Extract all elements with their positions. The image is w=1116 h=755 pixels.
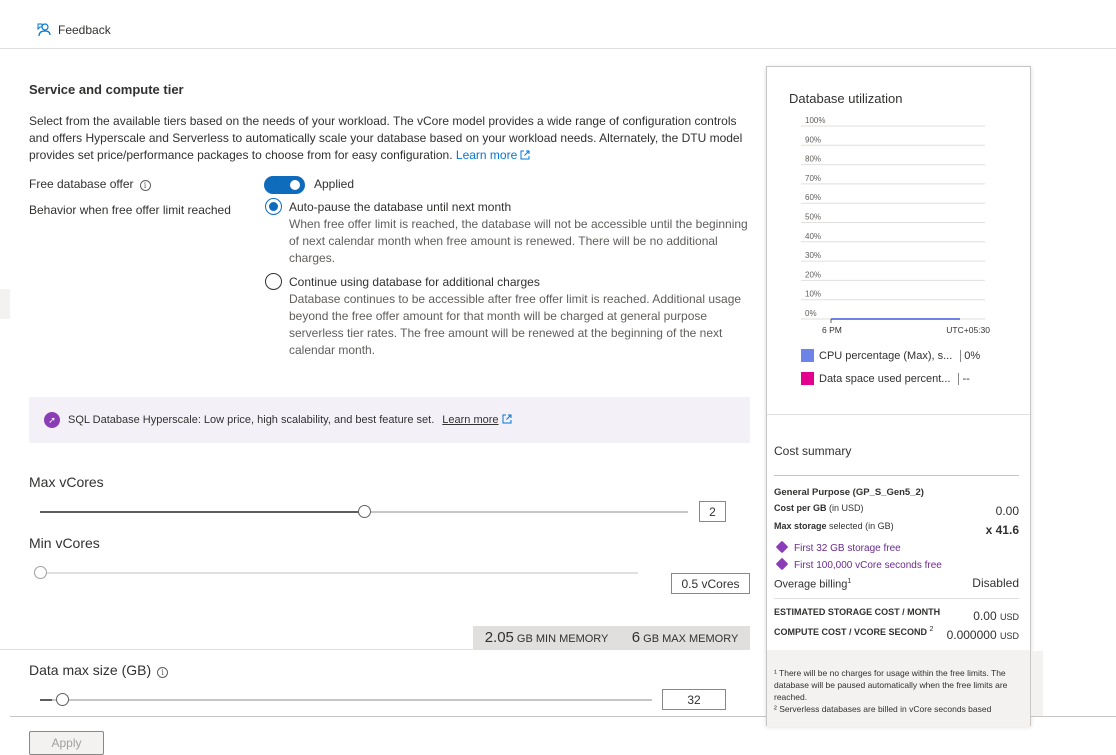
- behavior-label: Behavior when free offer limit reached: [29, 203, 231, 217]
- top-toolbar: [0, 0, 1116, 49]
- min-vcores-label: Min vCores: [29, 535, 100, 551]
- y-tick-label: 80%: [805, 154, 822, 164]
- y-tick-label: 40%: [805, 231, 822, 241]
- option-auto-pause-title: Auto-pause the database until next month: [289, 200, 512, 214]
- y-tick-label: 50%: [805, 212, 822, 222]
- data-max-size-label: [29, 662, 168, 678]
- overage-sup: 1: [847, 578, 852, 585]
- y-tick-label: 60%: [805, 193, 822, 203]
- section-description: [29, 113, 751, 164]
- legend-data-space[interactable]: [801, 372, 970, 385]
- max-storage-value: x 41.6: [985, 523, 1019, 537]
- y-tick-label: 90%: [805, 135, 822, 145]
- min-vcores-track[interactable]: [40, 572, 638, 574]
- free-storage-line: [776, 541, 901, 554]
- cost-per-gb-label-rest: (in USD): [829, 503, 864, 513]
- cost-tier: General Purpose (GP_S_Gen5_2): [774, 487, 924, 498]
- legend-data-space-value: --: [958, 373, 969, 385]
- compute-cost-label-text: COMPUTE COST / VCORE SECOND: [774, 627, 928, 637]
- legend-cpu-value: 0%: [960, 350, 980, 362]
- footnote-1: ¹ There will be no charges for usage within the free limits. The database will be paused automatically when the free limits are reached.: [774, 668, 1008, 702]
- x-tick-label-start: 6 PM: [822, 325, 842, 335]
- banner-text: SQL Database Hyperscale: Low price, high scalability, and best feature set.: [68, 414, 435, 426]
- banner-learn-more-link[interactable]: [442, 414, 511, 426]
- feedback-button[interactable]: [36, 22, 111, 38]
- section-description-text: Select from the available tiers based on the needs of your workload. The vCore model provides a wide range of configuration controls and offers Hyperscale and Serverless to automatically scale your database based on your workload needs. Alternately, the DTU model provides set price/performance packages to choose from for easy configuration.: [29, 114, 743, 162]
- overage-value: Disabled: [972, 576, 1019, 590]
- free-offer-label: [29, 177, 151, 191]
- summary-panel: [766, 66, 1031, 726]
- y-tick-label: 100%: [805, 116, 826, 125]
- compute-cost-amount: 0.000000: [946, 628, 997, 642]
- free-storage-text: First 32 GB storage free: [794, 543, 901, 554]
- y-tick-label: 30%: [805, 251, 822, 261]
- feedback-icon: [36, 22, 52, 38]
- y-tick-label: 20%: [805, 270, 822, 280]
- cost-per-gb-value: 0.00: [995, 504, 1019, 518]
- cost-divider-2: [774, 598, 1019, 599]
- info-icon[interactable]: i: [140, 180, 151, 191]
- max-storage-label-rest: selected (in GB): [829, 521, 894, 531]
- cost-summary-title: Cost summary: [774, 444, 852, 458]
- data-max-size-input[interactable]: 32: [662, 689, 726, 710]
- cost-per-gb-label: [774, 503, 864, 513]
- compute-sup: 2: [929, 626, 934, 633]
- min-vcores-slider-thumb[interactable]: [34, 566, 47, 579]
- free-offer-toggle[interactable]: [264, 176, 305, 194]
- footnote-2: ² Serverless databases are billed in vCore seconds based: [774, 704, 992, 714]
- cost-divider: [774, 475, 1019, 476]
- banner-learn-more-label: Learn more: [442, 414, 499, 426]
- data-max-size-slider-thumb[interactable]: [56, 693, 69, 706]
- min-vcores-input[interactable]: 0.5 vCores: [671, 573, 750, 594]
- tag-icon: [776, 558, 789, 571]
- legend-cpu[interactable]: [801, 349, 980, 362]
- utilization-title: Database utilization: [789, 91, 903, 106]
- compute-cost-value: [927, 628, 1019, 642]
- free-vcore-line: [776, 558, 942, 571]
- max-vcores-label: Max vCores: [29, 474, 104, 490]
- max-memory-label: GB MAX MEMORY: [643, 633, 739, 645]
- y-tick-label: 0%: [805, 309, 817, 318]
- toggle-knob: [290, 180, 300, 190]
- max-vcores-slider-thumb[interactable]: [358, 505, 371, 518]
- legend-data-space-swatch: [801, 372, 814, 385]
- memory-summary: [473, 626, 750, 649]
- free-offer-label-text: Free database offer: [29, 177, 134, 191]
- est-storage-amount: 0.00: [973, 609, 997, 623]
- est-storage-value: [937, 609, 1019, 623]
- compute-cost-label: [774, 626, 933, 637]
- option-continue-description: Database continues to be accessible after free offer limit is reached. Additional usage beyond the free offer amount for that month will be charged at general purpose serverless tier rates. The free amount will be renewed at the beginning of the next calendar month.: [289, 292, 742, 357]
- max-storage-label: [774, 521, 894, 531]
- max-memory: [632, 629, 739, 646]
- external-link-icon: [502, 414, 512, 424]
- external-link-icon: [520, 150, 530, 160]
- free-vcore-text: First 100,000 vCore seconds free: [794, 560, 942, 571]
- overage-label-text: Overage billing: [774, 578, 848, 591]
- max-memory-value: 6: [631, 629, 641, 646]
- learn-more-label: Learn more: [455, 148, 518, 162]
- est-storage-label: ESTIMATED STORAGE COST / MONTH: [774, 607, 941, 617]
- radio-auto-pause[interactable]: [265, 198, 282, 215]
- legend-data-space-name: Data space used percent...: [819, 372, 951, 385]
- learn-more-link[interactable]: [456, 148, 530, 162]
- max-storage-label-bold: Max storage: [774, 521, 827, 531]
- option-auto-pause-description: When free offer limit is reached, the database will not be accessible until the beginning of next calendar month when free amount is renewed. There will be no additional charges.: [289, 217, 748, 265]
- cost-per-gb-label-bold: Cost per GB: [774, 503, 827, 513]
- panel-scroll-area: [1031, 651, 1043, 716]
- option-continue-title: Continue using database for additional charges: [289, 275, 540, 289]
- y-tick-label: 10%: [805, 289, 822, 299]
- info-icon[interactable]: i: [157, 667, 168, 678]
- min-memory-value: 2.05: [484, 629, 514, 646]
- panel-divider: [767, 414, 1030, 415]
- legend-cpu-swatch: [801, 349, 814, 362]
- min-memory-label: GB MIN MEMORY: [516, 633, 609, 645]
- overage-label: [774, 578, 851, 591]
- radio-continue-charges[interactable]: [265, 273, 282, 290]
- section-title: Service and compute tier: [29, 82, 184, 97]
- hyperscale-banner: [29, 397, 750, 443]
- min-memory: [485, 629, 609, 646]
- footnotes: [774, 667, 1024, 715]
- free-offer-toggle-text: Applied: [314, 177, 355, 191]
- rocket-icon: ➚: [44, 412, 60, 428]
- section-divider: [0, 649, 750, 650]
- collapse-handle[interactable]: [0, 289, 10, 319]
- feedback-label: Feedback: [58, 23, 111, 37]
- y-tick-label: 70%: [805, 173, 822, 183]
- max-vcores-track-fill: [40, 511, 364, 513]
- x-tick-label-end: UTC+05:30: [946, 325, 990, 335]
- compute-cost-currency: USD: [999, 631, 1019, 641]
- tag-icon: [776, 541, 789, 554]
- est-storage-currency: USD: [999, 612, 1019, 622]
- data-max-size-label-text: Data max size (GB): [29, 662, 152, 678]
- data-max-size-track-fill: [40, 699, 52, 701]
- apply-button[interactable]: Apply: [29, 731, 104, 755]
- max-vcores-input[interactable]: 2: [699, 501, 726, 522]
- utilization-chart: [777, 112, 1007, 337]
- data-max-size-track[interactable]: [40, 699, 652, 701]
- legend-cpu-name: CPU percentage (Max), s...: [819, 349, 953, 362]
